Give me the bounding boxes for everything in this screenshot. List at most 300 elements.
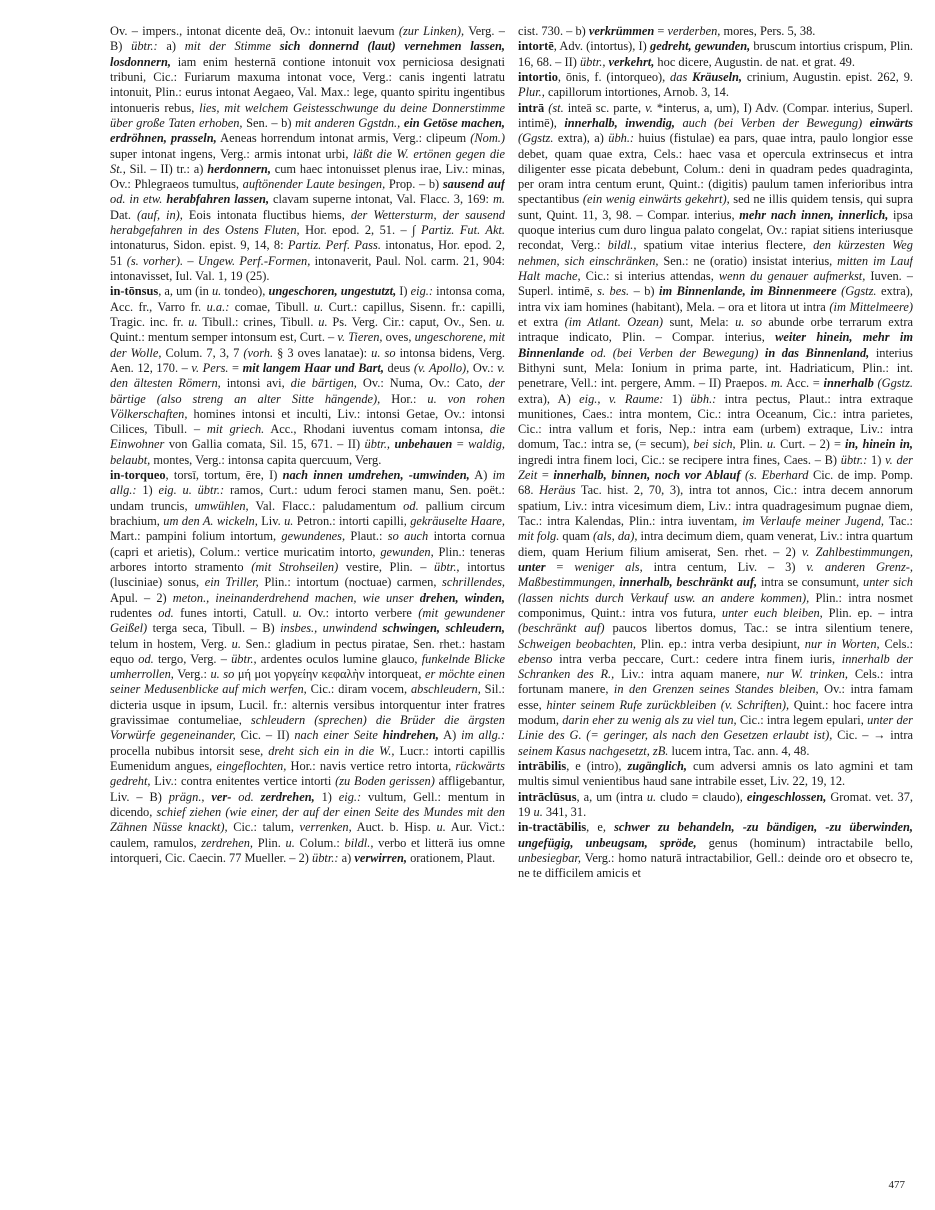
entry-text: übtr., bbox=[579, 54, 606, 69]
entry-text: (mit gewundener Geißel) bbox=[110, 605, 505, 636]
entry-text: übtr., bbox=[434, 559, 460, 574]
entry-text: Colum.: bbox=[294, 835, 345, 850]
entry-text: affligebantur, Liv. – B) bbox=[110, 774, 505, 804]
entry-text: od. bbox=[158, 605, 174, 620]
entry-text: (s. Eberhard bbox=[745, 468, 809, 483]
entry-text: übtr., bbox=[231, 651, 257, 666]
entry-text: m. bbox=[770, 376, 783, 391]
entry-text: od. bbox=[231, 789, 254, 804]
entry-text: Hor. epod. 2, 51. – ∫ bbox=[299, 223, 422, 238]
entry-text: sausend auf bbox=[442, 177, 505, 192]
entry-text: so auch bbox=[387, 529, 429, 544]
entry-text: (mit Strohseilen) bbox=[251, 559, 339, 574]
entry-text: u. bbox=[533, 804, 543, 819]
entry-text: intorta cornua (capri et arietis), Colum.: vertice muricatim intorto, bbox=[110, 529, 505, 559]
page-number: 477 bbox=[888, 1179, 905, 1191]
entry-text: § 3 oves lanatae): bbox=[273, 345, 372, 360]
entry-text: insbes., unwindend bbox=[280, 621, 378, 636]
entry-text: = bbox=[545, 559, 575, 574]
entry-text: auch (bei Verben der Bewegung) bbox=[682, 115, 863, 130]
entry-text: ein Getöse machen, erdröhnen, prasseln, bbox=[110, 115, 505, 146]
entry-text: u. bbox=[646, 789, 657, 804]
entry-text: gedreht, gewunden, bbox=[650, 39, 751, 54]
entry-text bbox=[254, 790, 261, 804]
entry-text: er möchte einen seiner Medusenblicke auf mich werfen, bbox=[110, 667, 505, 697]
entry-text: dreht sich ein in die W., bbox=[268, 743, 395, 758]
entry-text: u. bbox=[292, 605, 302, 620]
entry-text: Auct. b. Hisp. bbox=[351, 820, 437, 835]
entry-text: Ov.: intra famam esse, bbox=[518, 682, 913, 712]
entry-text: Plin.: teneras arbores intorto stramento bbox=[110, 544, 505, 574]
entry-text: spatium vitae interius flectere, bbox=[636, 238, 814, 253]
entry-text: orationem, Plaut. bbox=[407, 850, 496, 865]
entry-text: sed ne illis quidem tensis, qui supra sunt, Quint. 11, 3, 98. – Compar. interius, bbox=[518, 192, 913, 222]
entry-text: unter euch bleiben, bbox=[721, 605, 823, 620]
entry-text: Cic.: intra legem epulari, bbox=[736, 713, 868, 728]
entry-text: innerhalb, beschränkt auf, bbox=[619, 575, 758, 590]
entry-text: Petron.: intorti capilli, bbox=[293, 514, 411, 528]
entry-text: sich donnernd (laut) vernehmen lassen, losdonnern, bbox=[110, 39, 505, 69]
entry-text: Gromat. vet. 37, 19 bbox=[518, 789, 913, 819]
entry-text: Sen. – b) bbox=[242, 115, 296, 130]
entry-text: vultum, Gell.: mentum in dicendo, bbox=[110, 789, 505, 819]
entry-text: verderben, bbox=[667, 24, 721, 38]
entry-text: im Binnenlande, im Binnenmeere bbox=[659, 284, 837, 299]
entry-text: Curt. – 2) = bbox=[776, 437, 845, 452]
entry-text: ipsa quoque interius cum duro lingua palato congelat, Ov.: rapiat sitiens interiusque recondat, Verg.: bbox=[518, 207, 913, 253]
entry-text: Partiz. Perf. Pass. bbox=[287, 238, 381, 253]
entry-text: Plin.: intortum (noctuae) carmen, bbox=[258, 575, 443, 590]
entry-text: mitten im Lauf Halt mache, bbox=[518, 253, 913, 283]
entry-text: (vorh. bbox=[243, 345, 274, 360]
entry-text: funkelnde Blicke umherrollen, bbox=[110, 651, 505, 682]
entry-text: deus bbox=[383, 360, 414, 375]
entry-text: Ungew. Perf.-Formen, bbox=[197, 253, 311, 268]
entry-text: v. anderen Grenz-, Maßbestimmungen, bbox=[518, 559, 913, 590]
entry-text: , e (intro), bbox=[566, 759, 628, 773]
entry-text: eingeschlossen, bbox=[746, 789, 827, 804]
entry-text: u. so bbox=[210, 667, 235, 682]
entry-text: Cels.: bbox=[879, 636, 913, 651]
entry-text: eig.: bbox=[410, 284, 434, 299]
entry-text: herabfahren lassen, bbox=[166, 192, 270, 207]
entry-text: Partiz. Fut. Akt. bbox=[421, 223, 505, 238]
entry-text: Hor.: bbox=[380, 391, 428, 406]
entry-text: = bbox=[452, 437, 469, 452]
entry-text: intonsi avi, bbox=[220, 376, 291, 391]
entry-text: meton., ineinanderdrehend machen, wie unser bbox=[172, 590, 414, 605]
entry-text: gekräuselte Haare, bbox=[410, 514, 505, 528]
entry-text: Verg. – B) bbox=[110, 24, 505, 54]
entry-text: intra centum, Liv. – 3) bbox=[642, 559, 807, 574]
entry-text: Verg.: bbox=[173, 667, 211, 682]
entry-text: verkehrt, bbox=[608, 54, 655, 69]
entry-text: rückwärts gedreht, bbox=[110, 759, 505, 789]
entry-text: (v. Apollo), bbox=[413, 360, 470, 375]
entry-text: intra se consumunt, bbox=[757, 575, 864, 590]
entry-text: im allg.: bbox=[461, 728, 505, 743]
entry-text: funes intorti, Catull. bbox=[173, 605, 293, 620]
entry-text: quam bbox=[559, 529, 594, 544]
entry-text: läßt die W. ertönen gegen die St., bbox=[110, 146, 505, 176]
right-column bbox=[518, 24, 913, 1192]
entry-text: Sen.: gladium in pectus piratae, Sen. rhet.: hastam equo bbox=[110, 636, 505, 666]
entry-text: intonatus, Hor. epod. 2, 51 bbox=[110, 238, 505, 268]
entry-text: Dat. bbox=[110, 207, 137, 222]
entry-text: s. bes. bbox=[597, 284, 630, 299]
entry-text: (s. vorher). bbox=[126, 253, 184, 268]
entry-text: unter bbox=[518, 559, 546, 574]
entry-text: darin eher zu wenig als zu viel tun, bbox=[562, 713, 737, 728]
entry-text: Iuven. – Superl. intimē, bbox=[518, 269, 913, 299]
entry-text: od. bbox=[110, 192, 126, 207]
entry-text: intonsa coma, Acc. fr., Varro fr. bbox=[110, 284, 505, 314]
entry-text: zerdrehen, bbox=[201, 835, 254, 850]
entry-text: Cic. – II) bbox=[235, 728, 295, 743]
entry-text: Eois intonata fluctibus hiems, bbox=[182, 207, 351, 222]
entry-text: Colum. 7, 3, 7 bbox=[161, 345, 244, 360]
entry-text: Cic. de imp. Pomp. 68. bbox=[518, 468, 913, 498]
entry-text: clavam superne intonat, Val. Flacc. 3, 169: bbox=[269, 192, 493, 207]
entry-text: (auf, in), bbox=[136, 207, 183, 222]
entry-text: lucem intra, Tac. ann. 4, 48. bbox=[668, 743, 810, 758]
entry-text: schwingen, schleudern, bbox=[382, 621, 505, 636]
entry-text: der Wettersturm, der sausend herabgefahren in des Ostens Fluten, bbox=[110, 207, 505, 238]
entry-text: (als, da), bbox=[593, 529, 638, 544]
entry-text: Ps. Verg. Cir.: caput, Ov., Sen. bbox=[327, 314, 496, 329]
headword: intortē bbox=[518, 39, 554, 54]
entry-text: Plin. ep. – intra bbox=[822, 605, 913, 620]
entry-text: , a, um (intra bbox=[576, 789, 647, 804]
entry-text: intra decimum diem, quam venerat, Liv.: intra quartum diem, quam Herium filium amiserat, Sen. rhet. – 2) bbox=[518, 529, 913, 559]
entry-text: Tac.: bbox=[884, 514, 913, 528]
dictionary-entry bbox=[110, 468, 505, 866]
entry-text: waldig, belaubt, bbox=[110, 437, 505, 467]
entry-text: Liv. bbox=[257, 514, 285, 528]
entry-text: A) bbox=[469, 468, 493, 483]
entry-text: cludo = claudo), bbox=[656, 789, 747, 804]
entry-text: gewunden, bbox=[380, 544, 434, 559]
entry-text: Ov.: bbox=[469, 360, 498, 375]
entry-text: m. bbox=[492, 192, 505, 207]
entry-text: seinem Kasus nachgesetzt, zB. bbox=[518, 743, 669, 758]
entry-text: eig.: bbox=[338, 789, 362, 804]
entry-text: u. bbox=[318, 314, 328, 329]
entry-text: umwühlen, bbox=[194, 498, 249, 513]
entry-text: ardentes oculos lumine glauco, bbox=[256, 651, 422, 666]
entry-text: Kräuseln, bbox=[692, 69, 743, 84]
entry-text: schrillendes, bbox=[442, 575, 505, 590]
entry-text: Plin. ep.: intra verba desipiunt, bbox=[636, 636, 805, 651]
entry-text: hinter seinem Rufe zurückbleiben (v. Schriften), bbox=[546, 697, 790, 712]
entry-text: Cic.: diram vocem, bbox=[306, 682, 411, 697]
entry-text: 341, 31. bbox=[542, 804, 587, 819]
entry-text: intonaverit, Paul. Nol. carm. 21, 904: intonavisset, Iul. Val. 1, 19 (25). bbox=[110, 253, 505, 283]
entry-text: u. bbox=[313, 299, 324, 314]
entry-text: v. bbox=[645, 100, 653, 115]
entry-text: unter der Linie des G. (= geringer, als nach den Gesetzen erlaubt ist), bbox=[518, 713, 913, 743]
entry-text: in etw. bbox=[125, 192, 167, 207]
dictionary-entry bbox=[518, 70, 913, 101]
entry-text: mehr nach innen, innerlich, bbox=[739, 207, 889, 222]
entry-text: in, hinein in, bbox=[844, 437, 913, 452]
entry-text: wenn du genauer aufmerkst, bbox=[718, 269, 866, 283]
entry-text: inteā sc. parte, bbox=[563, 100, 646, 115]
entry-text: prägn., bbox=[168, 789, 205, 804]
entry-text: a) bbox=[338, 850, 355, 865]
entry-text: die bärtigen, bbox=[290, 376, 357, 391]
entry-text: schleudern (sprechen) die Brüder die ärgsten Vorwürfe gegeneinander, bbox=[110, 713, 505, 743]
entry-text: hoc dicere, Augustin. de nat. et grat. 49. bbox=[654, 54, 855, 69]
entry-text: extra), a) bbox=[553, 131, 609, 146]
entry-text: et extra bbox=[518, 314, 565, 329]
entry-text: innerhalb der Schranken des R., bbox=[518, 651, 913, 682]
entry-text: intra pectus, Plaut.: intra extraque munitiones, Caes.: intra montem, Cic.: intra Oceanum, Cic.: intra parietes, Cic.: intra vallum et foris, Nep.: intra eam (urbem) extraque, Liv.: intra domum, Tac.: intra se, (= secum), bbox=[518, 391, 913, 452]
entry-text: homines intonsi et inculti, Liv.: intonsi Getae, Ov.: intonsi Cilices, Tibull. – bbox=[110, 406, 505, 437]
entry-text: innerhalb, inwendig, bbox=[564, 115, 676, 130]
entry-text: (beschränkt auf) bbox=[518, 621, 605, 636]
entry-text: u. von rohen Völkerschaften, bbox=[110, 391, 505, 421]
entry-text: A) bbox=[438, 728, 462, 743]
entry-text: extra), intra vix iam homines (habitant), Mela. – ora et litora ut intra bbox=[518, 284, 913, 314]
headword: intrābilis bbox=[518, 759, 567, 773]
entry-text: Plin. bbox=[735, 437, 767, 452]
entry-text: v. Pers. bbox=[191, 360, 229, 375]
entry-text: 1) bbox=[867, 452, 886, 467]
entry-text: in den Grenzen seines Standes bleiben, bbox=[613, 682, 819, 697]
entry-text: unter sich (lassen nichts durch Verkauf usw. an andere kommen), bbox=[518, 575, 913, 605]
entry-text: mores, Pers. 5, 38. bbox=[720, 24, 816, 38]
entry-text: v. der Zeit bbox=[518, 452, 913, 483]
entry-text: oves, bbox=[382, 330, 415, 345]
entry-text: den kürzesten Weg nehmen, sich einschränken, bbox=[518, 238, 913, 268]
entry-text: Plin. bbox=[253, 835, 286, 850]
entry-text: Sen.: ne (oratio) insistat interius, bbox=[658, 253, 838, 268]
entry-text: Liv.: contra enitentes vertice intorti bbox=[150, 774, 336, 789]
entry-text: rudentes bbox=[110, 605, 159, 620]
entry-text: Ov.: intorto verbere bbox=[301, 605, 419, 620]
entry-text: 1) bbox=[314, 789, 339, 804]
entry-text: Liv.: intra aquam manere, bbox=[614, 667, 767, 682]
entry-text: u. bbox=[495, 314, 505, 329]
entry-text: vestire, Plin. – bbox=[338, 559, 435, 574]
entry-text: mit folg. bbox=[518, 529, 560, 544]
entry-text: Plin.: intra nosmet componimus, Quint.: intra vos futura, bbox=[518, 590, 913, 620]
entry-text: u. so bbox=[735, 314, 762, 329]
entry-text: v. Zahlbestimmungen, bbox=[801, 544, 913, 559]
entry-text: v. Tieren, bbox=[337, 330, 383, 345]
entry-text: iam enim hesternā contione intonuit vox perniciosa designati tribuni, Cic.: Furiarum maxuma intonat voce, Verg.: canis ingenti latratu intonuit, Plin.: eurus intonat Aegaeo, Val. Max.: lege, quanto spiritu ingentibus intonueris rebus, bbox=[110, 54, 505, 115]
entry-text: hindrehen, bbox=[382, 728, 439, 743]
entry-text: eig. u. übtr.: bbox=[158, 483, 225, 498]
entry-text: mit anderen Ggstdn., bbox=[295, 115, 401, 130]
entry-text: cist. 730. – b) bbox=[518, 24, 589, 38]
entry-text: der bärtige (also streng an alter Sitte hängende), bbox=[110, 376, 505, 406]
entry-text: Cic.: talum, bbox=[227, 820, 300, 835]
headword: intrā bbox=[518, 100, 545, 115]
entry-text: ebenso bbox=[518, 651, 553, 666]
entry-text: Aeneas horrendum intonat armis, Verg.: clipeum bbox=[216, 131, 471, 146]
entry-text: (zur Linken), bbox=[398, 24, 465, 38]
entry-text: ramos, Curt.: udum feroci stamen manu, Sen. poët.: undam truncis, bbox=[110, 483, 505, 513]
entry-text: u. bbox=[231, 636, 241, 651]
entry-text: Sil. – II) tr.: a) bbox=[125, 161, 208, 176]
entry-text: tondeo), bbox=[221, 284, 269, 299]
headword: intrāclūsus bbox=[518, 789, 577, 804]
entry-text: Cic. – → intra bbox=[832, 728, 913, 743]
entry-text: Sil.: dicteria usque in ipsum, Lucil. fr.: alternis versibus intorquentur inter fratres gravissimae contumeliae, bbox=[110, 682, 505, 728]
entry-text: intonaturus, Sidon. epist. 9, 14, 8: bbox=[110, 238, 288, 253]
entry-text: intonsa bidens, Verg. Aen. 12, 170. – bbox=[110, 345, 505, 375]
entry-text: (st. bbox=[548, 100, 564, 115]
entry-text: Hor.: navis vertice retro intorta, bbox=[286, 759, 456, 773]
entry-text: von Gallia comata, Sil. 15, 671. – II) bbox=[164, 437, 365, 452]
entry-text: = bbox=[537, 468, 554, 483]
dictionary-entry bbox=[110, 24, 505, 284]
entry-text: mit der Stimme bbox=[184, 39, 280, 54]
entry-text: im Verlaufe meiner Jugend, bbox=[742, 514, 885, 528]
left-column bbox=[110, 24, 505, 1192]
entry-text: intortus (lusciniae) sonus, bbox=[110, 559, 505, 590]
entry-text: um den A. wickeln, bbox=[163, 514, 258, 528]
entry-text: bildl., bbox=[344, 835, 374, 850]
entry-text: 1) bbox=[663, 391, 691, 406]
entry-text: , a, um (in bbox=[158, 284, 212, 299]
entry-text: od. (bei Verben der Bewegung) bbox=[590, 345, 759, 360]
entry-text: in das Binnenland, bbox=[764, 345, 870, 360]
entry-text: auftönender Laute besingen, bbox=[242, 177, 386, 192]
entry-text: nach einer Seite bbox=[294, 728, 378, 743]
entry-text: innerhalb bbox=[823, 376, 874, 391]
entry-text: verrenken, bbox=[299, 820, 352, 835]
entry-text: lies, mit welchem Geistesschwunge du deine Donnerstimme über große Taten erhoben, bbox=[110, 100, 505, 130]
entry-text: v. den ältesten Römern, bbox=[110, 360, 505, 391]
entry-text: bruscum intortius crispum, Plin. 16, 68. – II) bbox=[518, 39, 913, 69]
entry-text: cum haec intonuisset plenus irae, Liv.: minas, Ov.: Phlegraeos tumultus, bbox=[110, 161, 505, 192]
entry-text: u. bbox=[766, 437, 777, 452]
entry-text: Plur., bbox=[518, 85, 545, 100]
entry-text: mit griech. bbox=[206, 422, 265, 437]
entry-text: = bbox=[228, 360, 243, 375]
entry-text: die Einwohner bbox=[110, 422, 505, 452]
entry-text: bei sich, bbox=[693, 437, 736, 452]
entry-text: (Ggstz. bbox=[518, 131, 554, 146]
entry-text: ingredi intra finem loci, Cic.: se recipere intra fines, Caes. – B) bbox=[518, 452, 841, 467]
entry-text: ein Triller, bbox=[204, 575, 259, 590]
entry-text: tergo, Verg. – bbox=[153, 651, 232, 666]
entry-text: abschleudern, bbox=[410, 682, 481, 697]
headword: intortio bbox=[518, 69, 558, 84]
entry-text: Mart.: pampini folium intortum, bbox=[110, 529, 282, 544]
entry-text: = bbox=[654, 24, 668, 38]
entry-text: – b) bbox=[629, 284, 660, 299]
entry-text: telum in hostem, Verg. bbox=[110, 636, 232, 651]
entry-text: das bbox=[670, 69, 688, 84]
entry-text: zugänglich, bbox=[627, 759, 688, 773]
dictionary-entry bbox=[518, 24, 913, 39]
entry-text: huius (fistulae) ea pars, quae intra, paulo longior esse debet, quam quae extra, Cels.: haec vasa et opercula extrinsecus et intra diligenter esse picata debebunt, Colum.: deni in quadram pedes quadraginta, per oram intra centum erunt, Quint.: (digitis) paulum tamen inferioribus intra spectantibus bbox=[518, 131, 913, 207]
entry-text: od. bbox=[403, 498, 419, 513]
dictionary-entry bbox=[518, 39, 913, 70]
entry-text: , Adv. (intortus), I) bbox=[553, 39, 650, 54]
entry-text: gewundenes, bbox=[281, 529, 346, 544]
entry-text: Acc. = bbox=[783, 376, 824, 391]
entry-text: Verg.: homo naturā intractabilior, Gell.: deinde oro et obsecro te, ne te difficilem amicis et bbox=[518, 850, 913, 881]
dictionary-entry bbox=[518, 790, 913, 821]
entry-text: innerhalb, binnen, noch vor Ablauf bbox=[553, 468, 741, 483]
entry-text: übtr.: bbox=[312, 850, 339, 865]
entry-text: u. bbox=[211, 284, 222, 299]
entry-text: im allg.: bbox=[110, 468, 505, 498]
entry-text: , e, bbox=[586, 820, 615, 835]
headword: in-torqueo bbox=[110, 468, 166, 483]
entry-text: Cels.: intra fortunam manere, bbox=[518, 667, 913, 697]
headword: in-tractābilis bbox=[518, 820, 587, 835]
entry-text: übh.: bbox=[690, 391, 717, 406]
entry-text: Quint.: mentum semper intonsum est, Curt. – bbox=[110, 330, 338, 345]
entry-text: ver- bbox=[211, 789, 232, 804]
entry-text: übtr.: bbox=[131, 39, 158, 54]
entry-text: Prop. – b) bbox=[385, 177, 443, 192]
entry-text: Cic.: si interius attendas, bbox=[580, 269, 719, 283]
entry-text: 1) bbox=[136, 483, 159, 498]
entry-text: capillorum intortiones, Arnob. 3, 14. bbox=[544, 85, 729, 100]
entry-text: ungeschoren, ungestutzt, bbox=[268, 284, 397, 299]
entry-text: verwirren, bbox=[354, 850, 408, 865]
entry-text: – bbox=[183, 253, 198, 268]
entry-text: (Nom.) bbox=[470, 131, 505, 146]
headword: in-tōnsus bbox=[110, 284, 159, 299]
entry-text: crinium, Augustin. epist. 262, 9. bbox=[742, 69, 913, 84]
dictionary-entry bbox=[518, 101, 913, 759]
entry-text: extra), A) bbox=[518, 391, 580, 406]
entry-text: nach innen umdrehen, -umwinden, bbox=[282, 468, 470, 483]
entry-text: (im Atlant. Ozean) bbox=[564, 314, 664, 329]
entry-text: Heräus bbox=[539, 483, 576, 498]
entry-text: μή μοι γοργείην κεφαλὴν intorqueat, bbox=[234, 667, 425, 682]
entry-text: terga seca, Tibull. – B) bbox=[147, 621, 281, 636]
entry-text: Quint.: hoc facere intra modum, bbox=[518, 697, 913, 728]
entry-text: paucos libertos domus, Tac.: se intra silentium tenere, bbox=[604, 621, 913, 636]
entry-text: bildl., bbox=[607, 238, 637, 253]
entry-text: verkrümmen bbox=[588, 24, 655, 38]
entry-text: pallium circum brachium, bbox=[110, 498, 505, 528]
entry-text: Tac. hist. 2, 70, 3), intra tot annos, Cic.: intra decem annorum spatium, Liv.: intra vicesimum diem, Liv.: intra quadragesimum pugnae diem, Tac.: intra Kalendas, Plin.: intra iuventam, bbox=[518, 483, 913, 528]
entry-text: unbehauen bbox=[394, 437, 453, 452]
entry-text: sunt, Mela: bbox=[663, 314, 736, 329]
entry-text: weiter hinein, mehr im Binnenlande bbox=[518, 330, 913, 360]
entry-text: Aur. Vict.: caulem, ramulos, bbox=[110, 820, 505, 850]
entry-text: comae, Tibull. bbox=[229, 299, 314, 314]
entry-text: Apul. – 2) bbox=[110, 590, 173, 605]
entry-text: Acc., Rhodani iuventus comam intonsa, bbox=[264, 422, 490, 437]
entry-text: , ōnis, f. (intorqueo), bbox=[557, 69, 671, 84]
entry-text: Plaut.: bbox=[345, 529, 388, 544]
entry-text: weniger als, bbox=[574, 559, 643, 574]
entry-text: Tibull.: crines, Tibull. bbox=[197, 314, 319, 329]
entry-text: unbesiegbar, bbox=[518, 850, 581, 865]
entry-text: schief ziehen (wie einer, der auf der einen Seite des Mundes mit den Zähnen Nüsse knackt), bbox=[110, 804, 505, 835]
entry-text: , torsī, tortum, ēre, I) bbox=[165, 468, 283, 483]
entry-text: (Ggstz. bbox=[841, 284, 877, 299]
entry-text: u. bbox=[284, 514, 294, 528]
entry-text: a) bbox=[157, 39, 185, 54]
entry-text: zerdrehen, bbox=[260, 789, 315, 804]
entry-text: Val. Flacc.: paludamentum bbox=[248, 498, 404, 513]
entry-text: od. bbox=[138, 651, 154, 666]
entry-text: *interus, a, um), I) Adv. (Compar. interius, Superl. intimē), bbox=[518, 100, 913, 130]
dictionary-entry bbox=[518, 820, 913, 881]
